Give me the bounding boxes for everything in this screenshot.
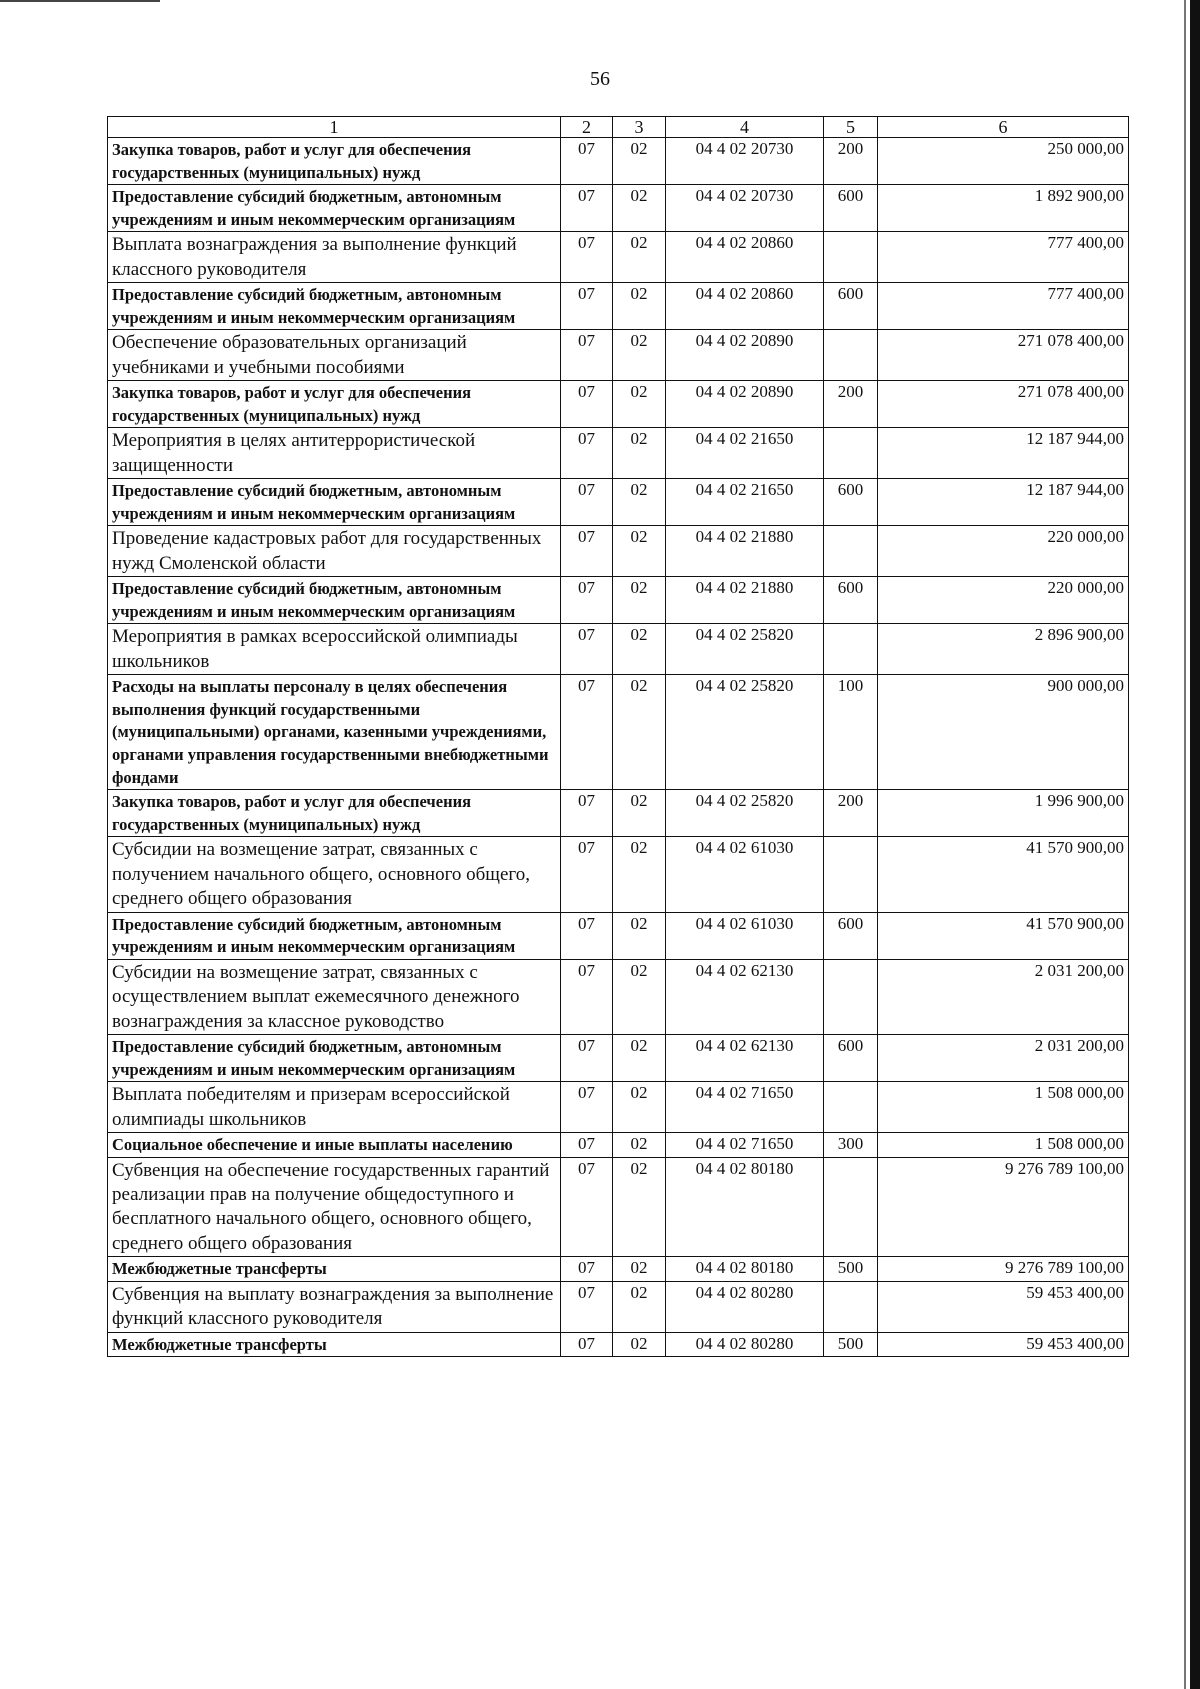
header-col-3: 3	[613, 117, 666, 138]
row-amount: 220 000,00	[878, 577, 1129, 624]
table-row	[108, 790, 1129, 837]
table-body	[108, 117, 1129, 1357]
row-name: Межбюджетные трансферты	[108, 1332, 561, 1357]
row-subsection: 02	[613, 959, 666, 1034]
row-amount: 2 031 200,00	[878, 959, 1129, 1034]
row-subsection: 02	[613, 1281, 666, 1332]
row-expense-type: 100	[824, 675, 878, 790]
table-row	[108, 1332, 1129, 1357]
row-name: Межбюджетные трансферты	[108, 1257, 561, 1282]
row-amount: 41 570 900,00	[878, 837, 1129, 912]
row-expense-type: 300	[824, 1132, 878, 1157]
scan-artifact-edge-thin	[1184, 0, 1186, 1689]
table-row	[108, 526, 1129, 577]
row-amount: 12 187 944,00	[878, 479, 1129, 526]
row-section: 07	[561, 1257, 613, 1282]
row-name: Закупка товаров, работ и услуг для обеспечения государственных (муниципальных) нужд	[108, 138, 561, 185]
scan-artifact-edge	[1190, 0, 1200, 1689]
row-target-code: 04 4 02 20860	[666, 232, 824, 283]
row-subsection: 02	[613, 479, 666, 526]
row-target-code: 04 4 02 25820	[666, 790, 824, 837]
row-subsection: 02	[613, 1082, 666, 1133]
row-expense-type	[824, 1157, 878, 1257]
row-amount: 777 400,00	[878, 232, 1129, 283]
row-expense-type: 500	[824, 1257, 878, 1282]
row-expense-type	[824, 1281, 878, 1332]
row-target-code: 04 4 02 20730	[666, 185, 824, 232]
table-row	[108, 675, 1129, 790]
row-subsection: 02	[613, 1257, 666, 1282]
row-name: Предоставление субсидий бюджетным, автономным учреждениям и иным некоммерческим организациям	[108, 185, 561, 232]
row-section: 07	[561, 577, 613, 624]
row-subsection: 02	[613, 330, 666, 381]
row-target-code: 04 4 02 20890	[666, 381, 824, 428]
row-amount: 777 400,00	[878, 283, 1129, 330]
row-expense-type: 200	[824, 381, 878, 428]
row-section: 07	[561, 330, 613, 381]
row-subsection: 02	[613, 624, 666, 675]
row-name: Субсидии на возмещение затрат, связанных с осуществлением выплат ежемесячного денежного вознаграждения за классное руководство	[108, 959, 561, 1034]
row-name: Выплата вознаграждения за выполнение функций классного руководителя	[108, 232, 561, 283]
row-section: 07	[561, 283, 613, 330]
table-row	[108, 185, 1129, 232]
table-row	[108, 1082, 1129, 1133]
row-subsection: 02	[613, 138, 666, 185]
row-name: Предоставление субсидий бюджетным, автономным учреждениям и иным некоммерческим организациям	[108, 283, 561, 330]
row-target-code: 04 4 02 61030	[666, 837, 824, 912]
header-col-1: 1	[108, 117, 561, 138]
row-amount: 220 000,00	[878, 526, 1129, 577]
row-name: Предоставление субсидий бюджетным, автономным учреждениям и иным некоммерческим организациям	[108, 912, 561, 959]
header-col-6: 6	[878, 117, 1129, 138]
row-subsection: 02	[613, 577, 666, 624]
row-expense-type: 600	[824, 912, 878, 959]
row-name: Обеспечение образовательных организаций учебниками и учебными пособиями	[108, 330, 561, 381]
row-expense-type	[824, 330, 878, 381]
table-row	[108, 479, 1129, 526]
table-row	[108, 381, 1129, 428]
row-section: 07	[561, 185, 613, 232]
row-target-code: 04 4 02 20890	[666, 330, 824, 381]
row-target-code: 04 4 02 20860	[666, 283, 824, 330]
row-subsection: 02	[613, 526, 666, 577]
row-name: Социальное обеспечение и иные выплаты населению	[108, 1132, 561, 1157]
table-row	[108, 1281, 1129, 1332]
table-row	[108, 1132, 1129, 1157]
row-expense-type	[824, 232, 878, 283]
row-target-code: 04 4 02 80280	[666, 1281, 824, 1332]
table-row	[108, 624, 1129, 675]
row-amount: 900 000,00	[878, 675, 1129, 790]
row-amount: 271 078 400,00	[878, 330, 1129, 381]
row-amount: 250 000,00	[878, 138, 1129, 185]
row-subsection: 02	[613, 381, 666, 428]
table-row	[108, 1157, 1129, 1257]
row-section: 07	[561, 675, 613, 790]
row-target-code: 04 4 02 21880	[666, 526, 824, 577]
row-subsection: 02	[613, 283, 666, 330]
row-amount: 59 453 400,00	[878, 1281, 1129, 1332]
row-expense-type: 200	[824, 790, 878, 837]
row-subsection: 02	[613, 428, 666, 479]
row-section: 07	[561, 1332, 613, 1357]
row-section: 07	[561, 526, 613, 577]
table-row	[108, 138, 1129, 185]
row-amount: 12 187 944,00	[878, 428, 1129, 479]
table-row	[108, 837, 1129, 912]
row-target-code: 04 4 02 61030	[666, 912, 824, 959]
row-target-code: 04 4 02 21650	[666, 428, 824, 479]
table-row	[108, 1034, 1129, 1081]
row-expense-type: 200	[824, 138, 878, 185]
row-name: Субвенция на выплату вознаграждения за выполнение функций классного руководителя	[108, 1281, 561, 1332]
row-subsection: 02	[613, 1132, 666, 1157]
row-amount: 1 996 900,00	[878, 790, 1129, 837]
row-expense-type: 500	[824, 1332, 878, 1357]
row-subsection: 02	[613, 1034, 666, 1081]
header-col-5: 5	[824, 117, 878, 138]
row-expense-type	[824, 526, 878, 577]
row-amount: 9 276 789 100,00	[878, 1257, 1129, 1282]
row-target-code: 04 4 02 71650	[666, 1082, 824, 1133]
row-target-code: 04 4 02 25820	[666, 624, 824, 675]
header-col-4: 4	[666, 117, 824, 138]
row-amount: 41 570 900,00	[878, 912, 1129, 959]
row-expense-type	[824, 837, 878, 912]
row-target-code: 04 4 02 80280	[666, 1332, 824, 1357]
row-name: Мероприятия в целях антитеррористической защищенности	[108, 428, 561, 479]
row-target-code: 04 4 02 21650	[666, 479, 824, 526]
row-section: 07	[561, 138, 613, 185]
row-subsection: 02	[613, 232, 666, 283]
row-section: 07	[561, 959, 613, 1034]
row-subsection: 02	[613, 675, 666, 790]
row-expense-type: 600	[824, 283, 878, 330]
row-name: Предоставление субсидий бюджетным, автономным учреждениям и иным некоммерческим организациям	[108, 479, 561, 526]
row-name: Расходы на выплаты персоналу в целях обеспечения выполнения функций государственными (муниципальными) органами, казенными учреждениями, органами управления государственными внебюджетными фондами	[108, 675, 561, 790]
header-col-2: 2	[561, 117, 613, 138]
row-section: 07	[561, 790, 613, 837]
row-amount: 9 276 789 100,00	[878, 1157, 1129, 1257]
row-subsection: 02	[613, 790, 666, 837]
row-section: 07	[561, 837, 613, 912]
row-target-code: 04 4 02 62130	[666, 1034, 824, 1081]
row-section: 07	[561, 381, 613, 428]
row-target-code: 04 4 02 20730	[666, 138, 824, 185]
row-subsection: 02	[613, 837, 666, 912]
row-name: Субвенция на обеспечение государственных гарантий реализации прав на получение общедоступного и бесплатного начального общего, основного общего, среднего общего образования	[108, 1157, 561, 1257]
row-subsection: 02	[613, 185, 666, 232]
table-row	[108, 428, 1129, 479]
row-expense-type	[824, 1082, 878, 1133]
row-amount: 2 896 900,00	[878, 624, 1129, 675]
row-expense-type: 600	[824, 1034, 878, 1081]
row-expense-type	[824, 959, 878, 1034]
row-expense-type: 600	[824, 577, 878, 624]
scan-artifact-top	[0, 0, 160, 2]
row-section: 07	[561, 1132, 613, 1157]
row-name: Предоставление субсидий бюджетным, автономным учреждениям и иным некоммерческим организациям	[108, 1034, 561, 1081]
table-row	[108, 1257, 1129, 1282]
row-amount: 59 453 400,00	[878, 1332, 1129, 1357]
row-name: Закупка товаров, работ и услуг для обеспечения государственных (муниципальных) нужд	[108, 381, 561, 428]
row-target-code: 04 4 02 80180	[666, 1157, 824, 1257]
row-section: 07	[561, 624, 613, 675]
table-row	[108, 959, 1129, 1034]
table-row	[108, 283, 1129, 330]
row-subsection: 02	[613, 912, 666, 959]
row-target-code: 04 4 02 62130	[666, 959, 824, 1034]
row-expense-type	[824, 624, 878, 675]
row-section: 07	[561, 428, 613, 479]
table-row	[108, 330, 1129, 381]
row-section: 07	[561, 1034, 613, 1081]
row-expense-type: 600	[824, 185, 878, 232]
row-amount: 2 031 200,00	[878, 1034, 1129, 1081]
budget-table	[107, 116, 1129, 1357]
page-number: 56	[590, 68, 610, 90]
table-row	[108, 232, 1129, 283]
row-section: 07	[561, 1082, 613, 1133]
row-target-code: 04 4 02 25820	[666, 675, 824, 790]
row-expense-type	[824, 428, 878, 479]
row-section: 07	[561, 479, 613, 526]
row-subsection: 02	[613, 1157, 666, 1257]
row-section: 07	[561, 1281, 613, 1332]
row-name: Закупка товаров, работ и услуг для обеспечения государственных (муниципальных) нужд	[108, 790, 561, 837]
row-target-code: 04 4 02 71650	[666, 1132, 824, 1157]
table-header-row	[108, 117, 1129, 138]
row-name: Предоставление субсидий бюджетным, автономным учреждениям и иным некоммерческим организациям	[108, 577, 561, 624]
row-target-code: 04 4 02 80180	[666, 1257, 824, 1282]
row-amount: 1 892 900,00	[878, 185, 1129, 232]
row-subsection: 02	[613, 1332, 666, 1357]
table-row	[108, 912, 1129, 959]
table-row	[108, 577, 1129, 624]
row-amount: 271 078 400,00	[878, 381, 1129, 428]
row-name: Субсидии на возмещение затрат, связанных с получением начального общего, основного общего, среднего общего образования	[108, 837, 561, 912]
row-amount: 1 508 000,00	[878, 1082, 1129, 1133]
row-section: 07	[561, 912, 613, 959]
row-name: Мероприятия в рамках всероссийской олимпиады школьников	[108, 624, 561, 675]
row-section: 07	[561, 232, 613, 283]
row-expense-type: 600	[824, 479, 878, 526]
row-name: Выплата победителям и призерам всероссийской олимпиады школьников	[108, 1082, 561, 1133]
row-amount: 1 508 000,00	[878, 1132, 1129, 1157]
row-section: 07	[561, 1157, 613, 1257]
row-name: Проведение кадастровых работ для государственных нужд Смоленской области	[108, 526, 561, 577]
row-target-code: 04 4 02 21880	[666, 577, 824, 624]
